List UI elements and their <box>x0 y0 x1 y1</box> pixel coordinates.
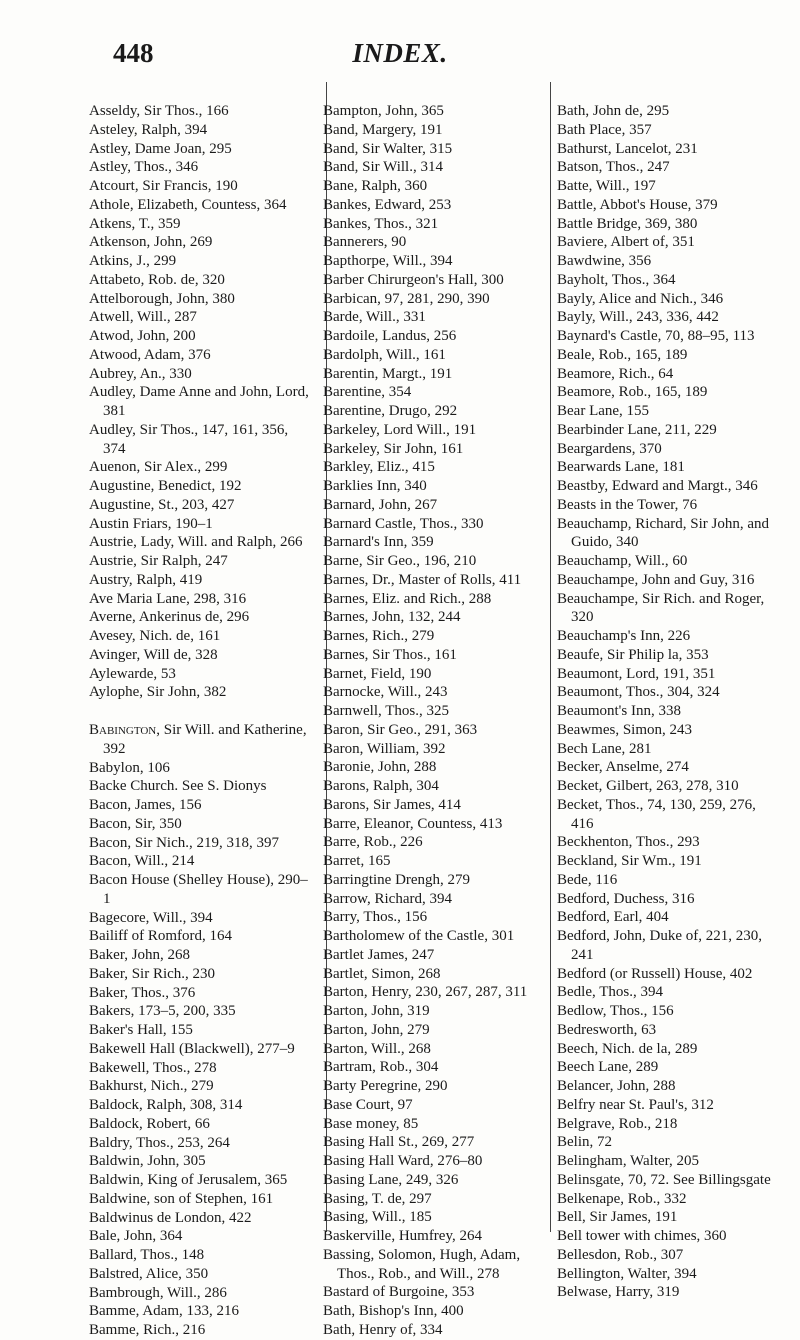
index-entry: Bayly, Alice and Nich., 346 <box>557 290 724 307</box>
index-entry: Babylon, 106 <box>89 759 170 776</box>
index-entry: Ave Maria Lane, 298, 316 <box>89 590 247 607</box>
index-entry: Avinger, Will de, 328 <box>89 646 218 663</box>
index-entry: Bampton, John, 365 <box>323 103 444 119</box>
index-entry: Attelborough, John, 380 <box>89 290 235 307</box>
index-entry: Bastard of Burgoine, 353 <box>323 1284 475 1301</box>
index-entry: Bankes, Thos., 321 <box>323 215 439 232</box>
index-entry: Barkeley, Lord Will., 191 <box>323 421 477 438</box>
index-entry: Bardolph, Will., 161 <box>323 346 446 363</box>
page-title: INDEX. <box>352 38 448 68</box>
index-entry: Basing, Will., 185 <box>323 1209 432 1226</box>
index-column-3 <box>557 102 779 1301</box>
index-entry: Barre, Rob., 226 <box>323 834 423 851</box>
index-columns <box>89 102 779 1338</box>
index-entry: Baldwin, King of Jerusalem, 365 <box>89 1172 288 1188</box>
index-entry: Aubrey, An., 330 <box>89 365 192 382</box>
index-entry: Beauchampe, Sir Rich. and Roger, 320 <box>557 590 765 626</box>
index-entry: Barkeley, Sir John, 161 <box>323 440 464 457</box>
index-entry: Asseldy, Sir Thos., 166 <box>89 103 229 119</box>
index-entry: Beamore, Rich., 64 <box>557 365 674 382</box>
index-entry: Basing Lane, 249, 326 <box>323 1171 459 1188</box>
index-entry: Beauchamp, Richard, Sir John, and Guido, 340 <box>557 515 770 551</box>
index-entry: Bell, Sir James, 191 <box>557 1209 678 1226</box>
index-entry: Bacon, James, 156 <box>89 797 202 813</box>
index-entry: Attabeto, Rob. de, 320 <box>89 271 225 288</box>
index-entry: Bambrough, Will., 286 <box>89 1284 227 1301</box>
index-entry: Bear Lane, 155 <box>557 403 650 419</box>
index-entry: Band, Margery, 191 <box>323 121 443 138</box>
index-entry: Balstred, Alice, 350 <box>89 1265 209 1282</box>
index-entry: Barbican, 97, 281, 290, 390 <box>323 290 490 307</box>
index-entry: Bassing, Solomon, Hugh, Adam, Thos., Rob., and Will., 278 <box>323 1246 521 1282</box>
index-entry: Becket, Gilbert, 263, 278, 310 <box>557 778 739 794</box>
index-entry: Barde, Will., 331 <box>323 309 426 326</box>
index-entry: Bedford, John, Duke of, 221, 230, 241 <box>557 928 762 963</box>
index-entry: Barnard Castle, Thos., 330 <box>323 515 484 532</box>
index-entry: Beauchamp's Inn, 226 <box>557 628 691 644</box>
index-entry: Atkens, T., 359 <box>89 215 181 232</box>
index-entry: Barentine, 354 <box>323 384 412 401</box>
index-entry: Aylewarde, 53 <box>89 665 176 682</box>
index-entry: Barnwell, Thos., 325 <box>323 703 449 719</box>
index-entry: Barklies Inn, 340 <box>323 478 427 494</box>
index-entry: Bagecore, Will., 394 <box>89 909 213 926</box>
index-entry: Bearwards Lane, 181 <box>557 459 685 476</box>
index-entry: Beckhenton, Thos., 293 <box>557 834 700 851</box>
index-entry: Austrie, Sir Ralph, 247 <box>89 553 228 569</box>
index-entry: Bellington, Walter, 394 <box>557 1265 697 1282</box>
index-entry: Bacon House (Shelley House), 290–1 <box>89 872 308 907</box>
page-number: 448 <box>113 38 154 68</box>
index-entry: Barnard, John, 267 <box>323 496 438 513</box>
index-entry: Bedford, Earl, 404 <box>557 909 669 926</box>
index-entry: Beargardens, 370 <box>557 440 662 457</box>
index-entry: Baldock, Ralph, 308, 314 <box>89 1097 243 1113</box>
index-entry: Bedford, Duchess, 316 <box>557 890 695 907</box>
index-entry: Bath, John de, 295 <box>557 103 670 119</box>
index-entry: Beaufe, Sir Philip la, 353 <box>557 646 709 663</box>
index-entry: Baronie, John, 288 <box>323 759 437 776</box>
index-entry: Austrie, Lady, Will. and Ralph, 266 <box>89 534 303 551</box>
index-entry: Basing Hall Ward, 276–80 <box>323 1153 483 1169</box>
index-entry: Bartlet, Simon, 268 <box>323 965 441 982</box>
index-entry: Baron, Sir Geo., 291, 363 <box>323 721 478 738</box>
index-entry: Bakewell, Thos., 278 <box>89 1059 217 1076</box>
index-entry: Bartlet James, 247 <box>323 946 435 963</box>
index-entry: Bakhurst, Nich., 279 <box>89 1078 214 1095</box>
index-entry: Baker's Hall, 155 <box>89 1022 193 1038</box>
index-entry: Barret, 165 <box>323 853 391 869</box>
index-entry: Bale, John, 364 <box>89 1228 183 1245</box>
index-entry: Belingham, Walter, 205 <box>557 1153 700 1169</box>
index-entry: Bailiff of Romford, 164 <box>89 928 233 945</box>
index-entry: Audley, Dame Anne and John, Lord, 381 <box>89 384 309 419</box>
index-entry: Beawmes, Simon, 243 <box>557 721 692 738</box>
index-entry: Belin, 72 <box>557 1134 612 1151</box>
index-entry: Bakers, 173–5, 200, 335 <box>89 1003 236 1020</box>
index-entry: Atcourt, Sir Francis, 190 <box>89 178 238 194</box>
index-entry: Barty Peregrine, 290 <box>323 1078 448 1094</box>
index-entry: Bacon, Sir, 350 <box>89 815 182 832</box>
index-entry: Barnocke, Will., 243 <box>323 684 448 701</box>
index-entry: Base Court, 97 <box>323 1096 413 1113</box>
index-entry: Beaumont's Inn, 338 <box>557 703 681 719</box>
index-entry: Baker, Thos., 376 <box>89 984 196 1001</box>
index-entry: Beastby, Edward and Margt., 346 <box>557 478 758 494</box>
index-entry: Asteley, Ralph, 394 <box>89 121 208 138</box>
index-entry: Baldock, Robert, 66 <box>89 1115 210 1132</box>
index-entry: Barnet, Field, 190 <box>323 665 432 682</box>
index-entry: Band, Sir Will., 314 <box>323 159 443 176</box>
index-entry: Beech, Nich. de la, 289 <box>557 1040 698 1057</box>
index-entry: Beale, Rob., 165, 189 <box>557 346 688 363</box>
index-entry: Belfry near St. Paul's, 312 <box>557 1096 714 1113</box>
index-entry: Belwase, Harry, 319 <box>557 1284 680 1301</box>
index-entry: Baldwine, son of Stephen, 161 <box>89 1190 274 1207</box>
index-entry: Babington, Sir Will. and Katherine, 392 <box>89 722 307 757</box>
index-entry: Barnes, Dr., Master of Rolls, 411 <box>323 571 522 588</box>
index-entry: Bayly, Will., 243, 336, 442 <box>557 309 719 326</box>
index-entry: Atwood, Adam, 376 <box>89 346 211 363</box>
index-entry: Bakewell Hall (Blackwell), 277–9 <box>89 1040 295 1057</box>
index-entry: Barnes, John, 132, 244 <box>323 609 461 626</box>
index-entry: Baron, William, 392 <box>323 740 446 757</box>
index-entry: Beaumont, Lord, 191, 351 <box>557 665 716 682</box>
index-entry: Barkley, Eliz., 415 <box>323 459 435 476</box>
index-entry: Becket, Thos., 74, 130, 259, 276, 416 <box>557 796 756 832</box>
index-entry: Atkins, J., 299 <box>89 253 177 269</box>
index-entry: Barnard's Inn, 359 <box>323 534 434 551</box>
index-entry: Astley, Thos., 346 <box>89 159 199 176</box>
index-entry: Augustine, St., 203, 427 <box>89 496 235 513</box>
index-entry: Belkenape, Rob., 332 <box>557 1190 687 1207</box>
index-entry: Aylophe, Sir John, 382 <box>89 684 227 701</box>
index-entry: Beasts in the Tower, 76 <box>557 496 698 513</box>
index-entry: Bech Lane, 281 <box>557 740 652 757</box>
index-entry: Baldwin, John, 305 <box>89 1153 206 1170</box>
index-entry: Baviere, Albert of, 351 <box>557 234 695 251</box>
index-entry: Baldry, Thos., 253, 264 <box>89 1134 230 1151</box>
index-entry: Austry, Ralph, 419 <box>89 571 203 588</box>
index-entry: Barons, Ralph, 304 <box>323 778 439 794</box>
index-entry: Batson, Thos., 247 <box>557 159 670 176</box>
index-entry: Baldwinus de London, 422 <box>89 1209 252 1226</box>
index-entry: Belinsgate, 70, 72. See Billingsgate <box>557 1171 771 1188</box>
index-entry: Barringtine Drengh, 279 <box>323 871 471 888</box>
index-entry: Bedford (or Russell) House, 402 <box>557 965 753 982</box>
index-entry: Becker, Anselme, 274 <box>557 759 689 776</box>
index-entry: Bardoile, Landus, 256 <box>323 328 457 344</box>
index-entry: Bane, Ralph, 360 <box>323 178 428 194</box>
index-entry: Bayholt, Thos., 364 <box>557 271 676 288</box>
index-entry: Atkenson, John, 269 <box>89 234 213 251</box>
index-entry: Bedle, Thos., 394 <box>557 984 663 1001</box>
index-entry: Barnes, Rich., 279 <box>323 628 435 644</box>
index-entry: Beauchampe, John and Guy, 316 <box>557 571 755 588</box>
index-entry: Bacon, Will., 214 <box>89 853 195 870</box>
index-entry: Bede, 116 <box>557 871 618 888</box>
index-entry: Avesey, Nich. de, 161 <box>89 628 221 644</box>
index-entry: Barentine, Drugo, 292 <box>323 403 458 419</box>
index-entry: Barton, John, 279 <box>323 1021 430 1038</box>
index-entry: Atwod, John, 200 <box>89 328 196 344</box>
index-entry: Athole, Elizabeth, Countess, 364 <box>89 196 287 213</box>
index-entry: Bedresworth, 63 <box>557 1021 657 1038</box>
index-entry: Barton, Henry, 230, 267, 287, 311 <box>323 984 528 1001</box>
index-entry: Barrow, Richard, 394 <box>323 890 452 907</box>
index-entry: Basing Hall St., 269, 277 <box>323 1134 475 1151</box>
index-entry: Bacon, Sir Nich., 219, 318, 397 <box>89 834 279 851</box>
index-entry: Basing, T. de, 297 <box>323 1190 432 1207</box>
index-entry: Barry, Thos., 156 <box>323 909 428 926</box>
index-entry: Bapthorpe, Will., 394 <box>323 253 453 269</box>
index-entry: Baynard's Castle, 70, 88–95, 113 <box>557 328 755 344</box>
index-entry: Barentin, Margt., 191 <box>323 365 453 382</box>
index-column-1 <box>89 102 311 1338</box>
index-entry: Barton, Will., 268 <box>323 1040 431 1057</box>
index-entry: Barber Chirurgeon's Hall, 300 <box>323 271 504 288</box>
index-entry: Belgrave, Rob., 218 <box>557 1115 678 1132</box>
index-entry: Bartram, Rob., 304 <box>323 1059 439 1076</box>
index-entry: Band, Sir Walter, 315 <box>323 140 453 157</box>
index-entry: Barons, Sir James, 414 <box>323 796 461 813</box>
index-entry: Averne, Ankerinus de, 296 <box>89 609 250 626</box>
index-entry: Baskerville, Humfrey, 264 <box>323 1228 482 1244</box>
index-entry: Beckland, Sir Wm., 191 <box>557 853 702 869</box>
index-entry: Auenon, Sir Alex., 299 <box>89 459 228 476</box>
index-entry: Bannerers, 90 <box>323 234 407 251</box>
index-entry: Astley, Dame Joan, 295 <box>89 140 232 157</box>
index-entry: Barne, Sir Geo., 196, 210 <box>323 553 477 569</box>
index-entry: Bellesdon, Rob., 307 <box>557 1246 684 1263</box>
index-entry: Beaumont, Thos., 304, 324 <box>557 684 720 701</box>
index-entry: Augustine, Benedict, 192 <box>89 478 242 494</box>
index-entry: Belancer, John, 288 <box>557 1078 676 1094</box>
index-entry: Audley, Sir Thos., 147, 161, 356, 374 <box>89 421 289 457</box>
index-entry: Bartholomew of the Castle, 301 <box>323 928 515 944</box>
index-entry: Batte, Will., 197 <box>557 178 656 194</box>
index-entry: Baker, Sir Rich., 230 <box>89 965 216 982</box>
index-entry: Bath Place, 357 <box>557 121 652 138</box>
index-entry: Barnes, Sir Thos., 161 <box>323 646 457 663</box>
index-entry: Bawdwine, 356 <box>557 253 652 269</box>
index-entry: Backe Church. See S. Dionys <box>89 778 267 795</box>
index-entry: Atwell, Will., 287 <box>89 309 197 326</box>
index-entry: Base money, 85 <box>323 1115 419 1132</box>
index-entry: Austin Friars, 190–1 <box>89 515 213 532</box>
index-entry: Beamore, Rob., 165, 189 <box>557 384 708 401</box>
index-entry: Barton, John, 319 <box>323 1003 430 1019</box>
index-entry: Bamme, Rich., 216 <box>89 1322 206 1338</box>
index-entry: Beauchamp, Will., 60 <box>557 553 688 569</box>
index-entry: Barnes, Eliz. and Rich., 288 <box>323 590 492 607</box>
index-entry: Beech Lane, 289 <box>557 1059 659 1076</box>
index-entry: Battle Bridge, 369, 380 <box>557 215 698 232</box>
index-entry: Bankes, Edward, 253 <box>323 196 452 213</box>
index-entry: Barre, Eleanor, Countess, 413 <box>323 815 503 832</box>
index-entry: Baker, John, 268 <box>89 947 191 963</box>
index-column-2 <box>323 102 545 1338</box>
index-entry: Bathurst, Lancelot, 231 <box>557 140 698 157</box>
index-entry: Battle, Abbot's House, 379 <box>557 196 718 213</box>
index-entry: Bedlow, Thos., 156 <box>557 1003 674 1019</box>
index-entry: Bell tower with chimes, 360 <box>557 1228 727 1244</box>
index-entry: Bearbinder Lane, 211, 229 <box>557 421 717 438</box>
index-entry: Bath, Bishop's Inn, 400 <box>323 1303 464 1319</box>
index-entry: Ballard, Thos., 148 <box>89 1247 205 1263</box>
index-entry: Bamme, Adam, 133, 216 <box>89 1303 239 1320</box>
index-entry: Bath, Henry of, 334 <box>323 1321 443 1338</box>
